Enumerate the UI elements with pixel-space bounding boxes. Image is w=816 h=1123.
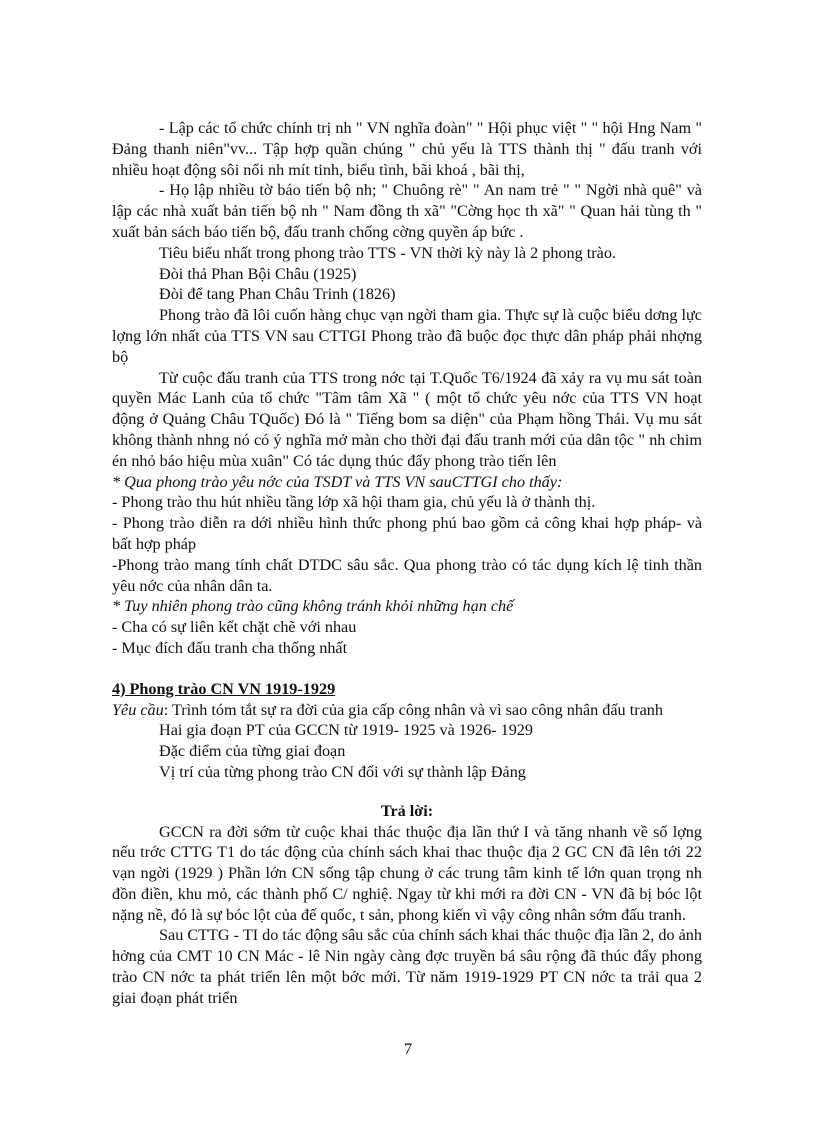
paragraph-movement-2: Đòi để tang Phan Châu Trinh (1826) [159,285,396,304]
requirement-text: : Trình tóm tắt sự ra đời của gia cấp công nhân và vì sao công nhân đấu tranh [163,700,663,719]
paragraph-conclusion-intro: * Qua phong trào yêu nớc của TSDT và TTS VN sauCTTGI cho thấy: [112,472,563,491]
paragraph-typical-movements: Tiêu biểu nhất trong phong trào TTS - VN thời kỳ này là 2 phong trào. [159,243,616,262]
paragraph-organizations: - Lập các tổ chức chính trị nh " VN nghĩa đoàn" " Hội phục việt " " hội Hng Nam " Đảng thanh niên"vv... Tập hợp quần chúng " chủ yếu là TTS thành thị " đấu tranh với nhiều hoạt động sôi nổi nh mít tinh, biểu tình, bãi khoá , bãi thị, [112,119,702,179]
requirement-item-3: Đặc điểm của từng giai đoạn [159,742,346,761]
requirement-item-4: Vị trí của từng phong trào CN đối với sự thành lập Đảng [159,762,526,781]
paragraph-bombing: Từ cuộc đấu tranh của TTS trong nớc tại T.Quốc T6/1924 đã xảy ra vụ mu sát toàn quyền Mác Lanh của tổ chức "Tâm tâm Xã " ( một tổ chức yêu nớc của TTS VN hoạt động ở Quảng Châu TQuốc) Đó là " Tiếng bom sa diện" của Phạm hồng Thái. Vụ mu sát không thành nhng nó có ý nghĩa mở màn cho thời đại đấu tranh mới của dân tộc " nh chim én nhỏ báo hiệu mùa xuân" Có tác dụng thúc đẩy phong trào tiến lên [112,368,702,470]
requirement-item-2: Hai gia đoạn PT của GCCN từ 1919- 1925 và 1926- 1929 [159,721,533,740]
paragraph-limitation-2: - Mục đích đấu tranh cha thống nhất [112,638,348,657]
answer-title: Trả lời: [380,801,434,820]
paragraph-limitations-intro: * Tuy nhiên phong trào cũng không tránh khỏi những hạn chế [112,597,514,616]
section-heading: 4) Phong trào CN VN 1919-1929 [112,679,336,698]
paragraph-point-3: -Phong trào mang tính chất DTDC sâu sắc. Qua phong trào có tác dụng kích lệ tinh thần yêu nớc của nhân dân ta. [112,555,702,595]
paragraph-point-1: - Phong trào thu hút nhiều tầng lớp xã hội tham gia, chủ yếu là ở thành thị. [112,493,596,512]
page-body [112,118,702,1009]
paragraph-point-2: - Phong trào diễn ra dới nhiều hình thức phong phú bao gồm cả công khai hợp pháp- và bất hợp pháp [112,514,702,553]
answer-paragraph-2: Sau CTTG - TI do tác động sâu sắc của chính sách khai thác thuộc địa lần 2, do ảnh hởng của CMT 10 CN Mác - lê Nin ngày càng đợc truyền bá sâu rộng đã thúc đẩy phong trào CN nớc ta phát triển lên một bớc mới. Từ năm 1919-1929 PT CN nớc ta trải qua 2 giai đoạn phát triển [112,926,702,1007]
paragraph-significance: Phong trào đã lôi cuốn hàng chục vạn ngời tham gia. Thực sự là cuộc biểu dơng lực lợng lớn nhất của TTS VN sau CTTGI Phong trào đã buộc đọc thực dân pháp phải nhợng bộ [112,306,702,366]
requirement-label: Yêu cầu [112,700,164,719]
paragraph-limitation-1: - Cha có sự liên kết chặt chẽ với nhau [112,618,357,637]
paragraph-movement-1: Đòi thả Phan Bội Châu (1925) [159,264,357,283]
paragraph-newspapers: - Họ lập nhiều tờ báo tiến bộ nh; " Chuông rè" " An nam trẻ " " Ngời nhà quê" và lập các nhà xuất bản tiến bộ nh " Nam đồng th xã" "Cờng học th xã" " Quan hải tùng th " xuất bản sách báo tiến bộ, đấu tranh chống cờng quyền áp bức . [112,181,702,241]
page-number: 7 [403,1040,413,1058]
answer-paragraph-1: GCCN ra đời sớm từ cuộc khai thác thuộc địa lần thứ I và tăng nhanh về số lợng nếu trớc CTTG T1 do tác động của chính sách khai thac thuộc địa 2 GC CN đã lên tới 22 vạn ngời (1929 ) Phần lớn CN sống tập chung ở các trung tâm kinh tế lớn quan trọng nh đồn điền, khu mỏ, các thành phố C/ nghiệ. Ngay từ khi mới ra đời CN - VN đã bị bóc lột nặng nề, đó là sự bóc lột của đế quốc, t sản, phong kiến vì vậy công nhân sớm đấu tranh. [112,822,702,924]
requirement-paragraph [112,700,702,721]
